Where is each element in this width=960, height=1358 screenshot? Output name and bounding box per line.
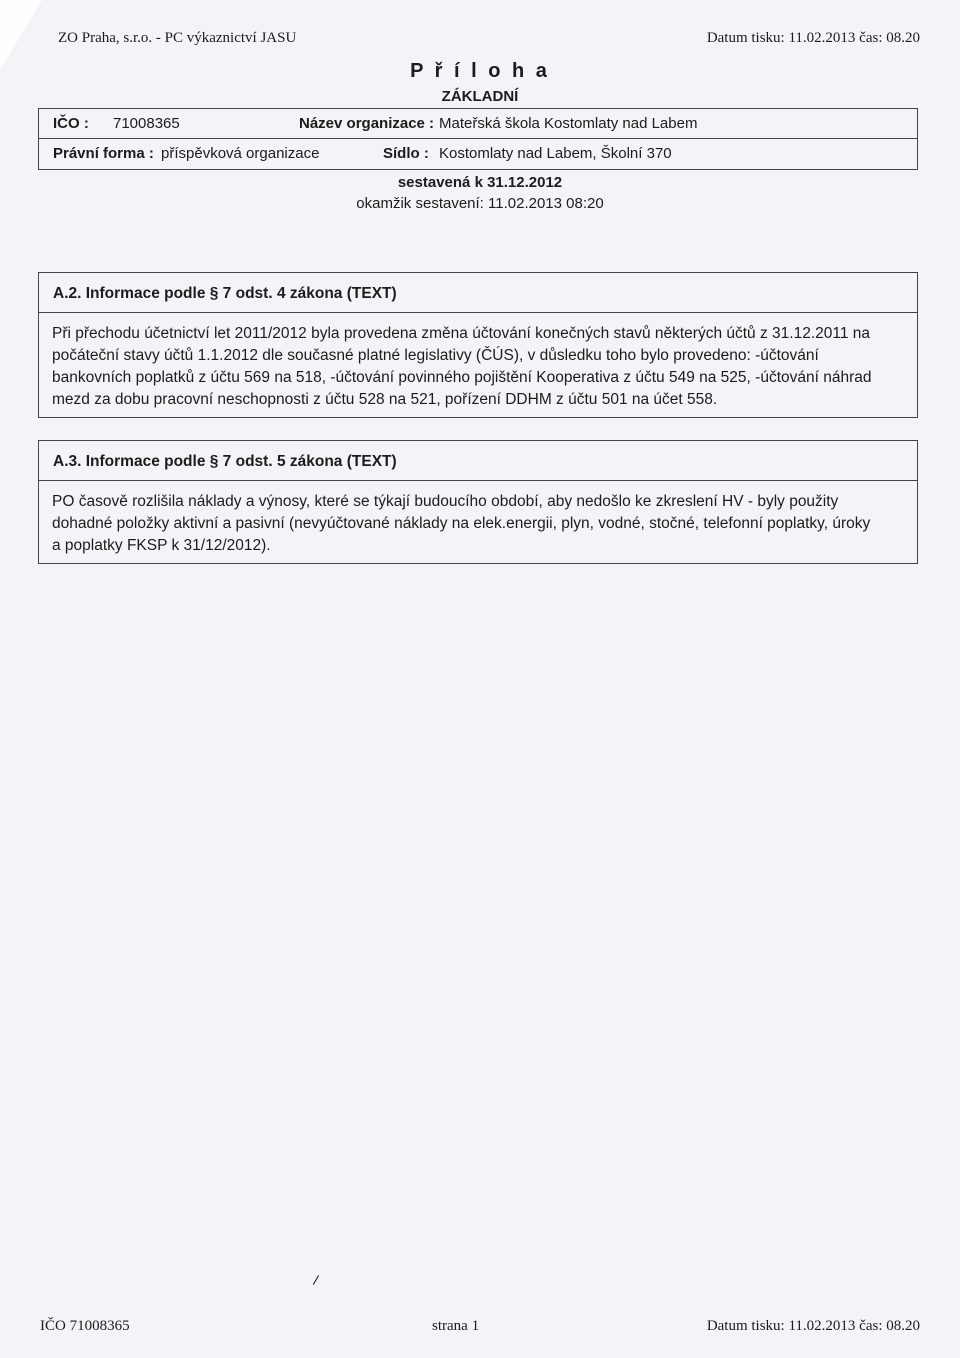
section-a3-line: PO časově rozlišila náklady a výnosy, které se týkají budoucího období, aby nedošlo ke zkreslení HV - byly použity	[52, 493, 839, 510]
section-a2-line: počáteční stavy účtů 1.1.2012 dle současné platné legislativy (ČÚS), v důsledku toho bylo provedeno: -účtování	[52, 347, 819, 364]
section-a2	[38, 272, 918, 418]
section-a3-line: a poplatky FKSP k 31/12/2012).	[52, 537, 271, 554]
section-a3	[38, 440, 918, 564]
identification-box	[38, 108, 918, 170]
footer-ico: IČO 71008365	[40, 1318, 130, 1334]
stray-mark: /	[311, 1271, 320, 1289]
org-name-label: Název organizace :	[299, 115, 435, 132]
seat-value: Kostomlaty nad Labem, Školní 370	[439, 145, 672, 162]
org-name-value: Mateřská škola Kostomlaty nad Labem	[439, 115, 698, 132]
header-print-date: Datum tisku: 11.02.2013 čas: 08.20	[706, 30, 920, 46]
section-a2-body	[39, 313, 917, 411]
section-a3-line: dohadné položky aktivní a pasivní (nevyúčtované náklady na elek.energii, plyn, vodné, stočné, telefonní poplatky, úroky	[52, 515, 871, 532]
compilation-moment: okamžik sestavení: 11.02.2013 08:20	[356, 195, 604, 212]
header-left-text: ZO Praha, s.r.o. - PC výkaznictví JASU	[58, 30, 297, 46]
section-a3-heading: A.3. Informace podle § 7 odst. 5 zákona (TEXT)	[39, 441, 917, 481]
ico-label: IČO :	[53, 115, 89, 132]
compiled-as-of: sestavená k 31.12.2012	[397, 174, 563, 191]
identification-divider	[39, 138, 917, 139]
ico-value: 71008365	[113, 115, 180, 132]
section-a2-heading: A.2. Informace podle § 7 odst. 4 zákona (TEXT)	[39, 273, 917, 313]
footer-print-date: Datum tisku: 11.02.2013 čas: 08.20	[706, 1318, 920, 1334]
section-a2-line: mezd za dobu pracovní neschopnosti z účtu 528 na 521, pořízení DDHM z účtu 501 na účet 558.	[52, 391, 718, 408]
section-a3-body	[39, 481, 917, 557]
section-a2-line: Při přechodu účetnictví let 2011/2012 byla provedena změna účtování konečných stavů některých účtů z 31.12.2011 na	[52, 325, 871, 342]
section-a2-line: bankovních poplatků z účtu 569 na 518, -účtování povinného pojištění Kooperativa z účtu 549 na 525, -účtování náhrad	[52, 369, 872, 386]
legal-form-value: příspěvková organizace	[161, 145, 320, 162]
legal-form-label: Právní forma :	[53, 145, 154, 162]
page-title: P ř í l o h a	[410, 60, 550, 82]
page-subtitle: ZÁKLADNÍ	[441, 88, 519, 105]
seat-label: Sídlo :	[383, 145, 429, 162]
footer-page-number: strana 1	[432, 1318, 480, 1334]
